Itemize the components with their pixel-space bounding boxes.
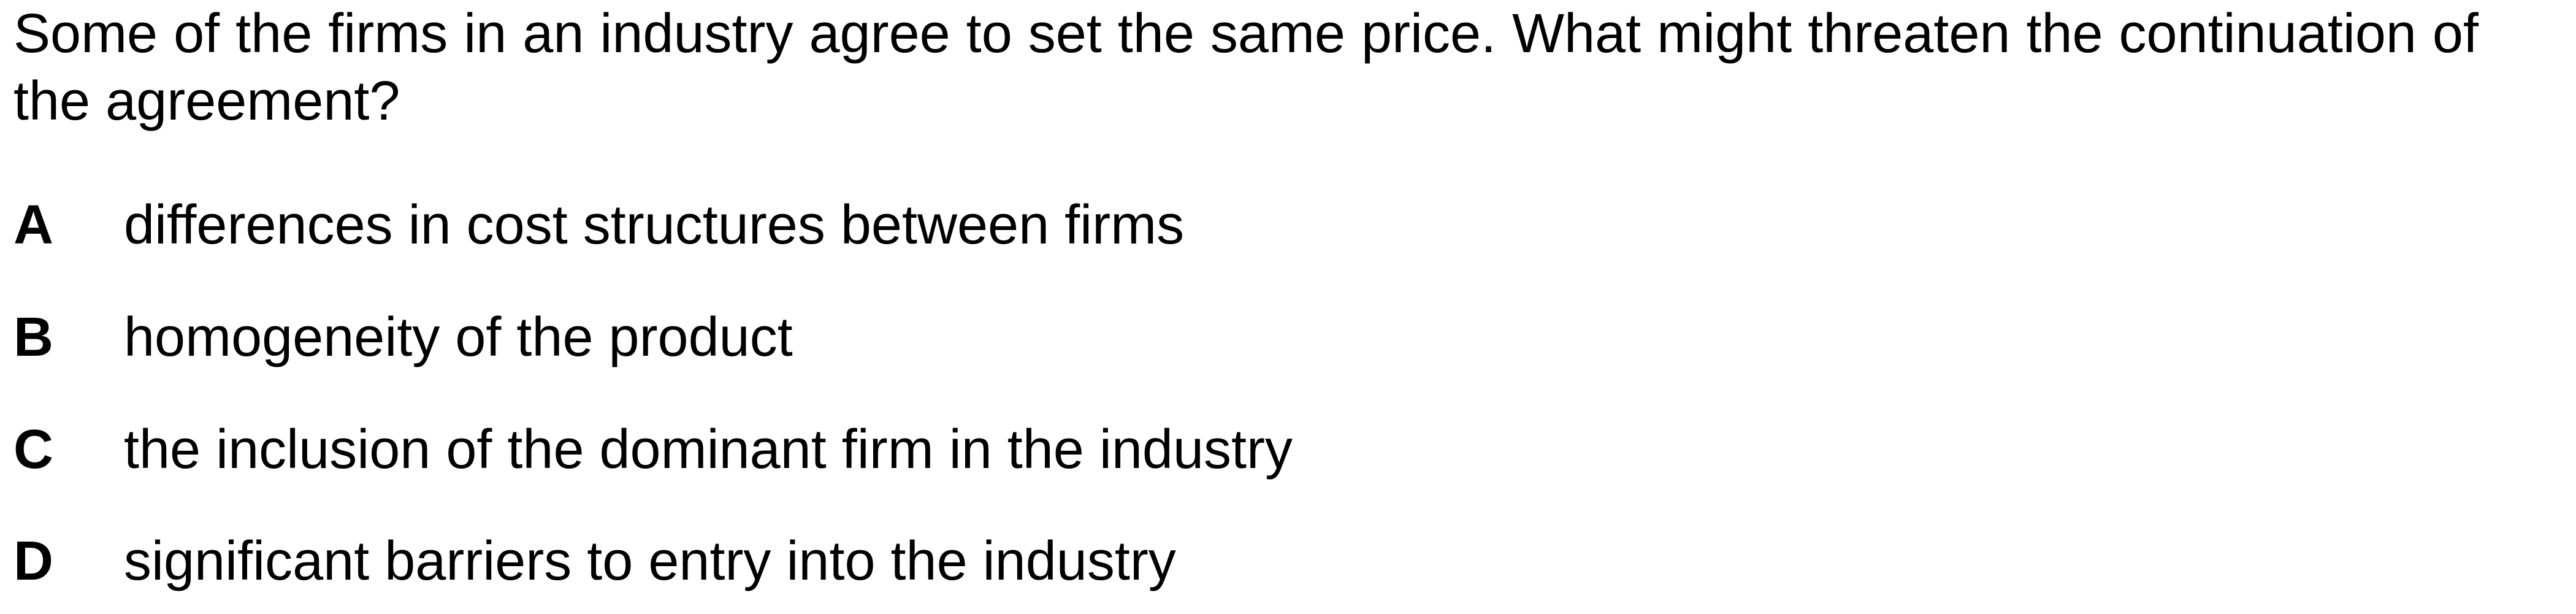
option-d-letter: D: [13, 531, 53, 592]
option-c-letter: C: [13, 419, 53, 480]
option-a-letter: A: [13, 194, 53, 256]
option-a-text: differences in cost structures between firms: [124, 194, 1185, 256]
option-c-text: the inclusion of the dominant firm in the industry: [124, 419, 1293, 480]
question-stem: Some of the firms in an industry agree to set the same price. What might threaten the continuation of the agreement?: [13, 3, 2479, 132]
option-d-text: significant barriers to entry into the industry: [124, 531, 1176, 592]
option-b-text: homogeneity of the product: [124, 307, 793, 368]
option-b-letter: B: [13, 307, 53, 368]
